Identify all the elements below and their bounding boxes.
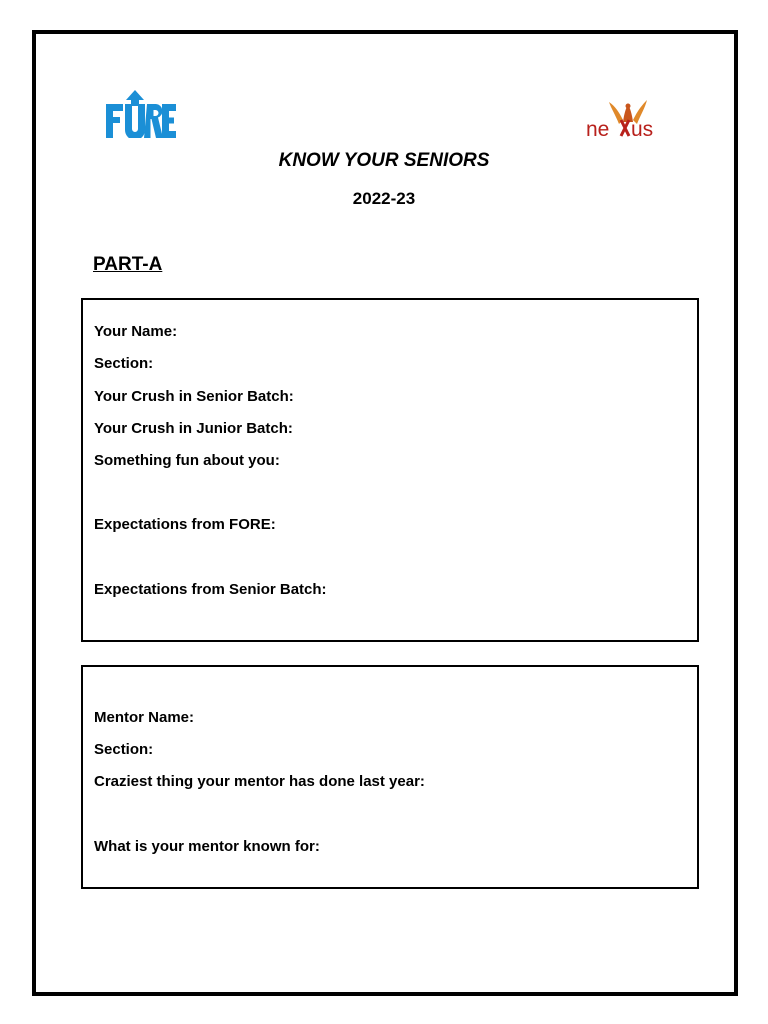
- svg-text:us: us: [631, 118, 654, 140]
- document-year: 2022-23: [352, 189, 416, 208]
- field-mentor-section: Section:: [94, 741, 154, 758]
- field-expectations-senior: Expectations from Senior Batch:: [94, 581, 327, 598]
- fore-logo: [106, 90, 176, 138]
- field-mentor-known-for: What is your mentor known for:: [94, 838, 320, 855]
- mentor-box: [81, 665, 699, 889]
- svg-text:ne: ne: [586, 118, 610, 140]
- field-expectations-fore: Expectations from FORE:: [94, 516, 276, 533]
- field-your-name: Your Name:: [94, 323, 178, 340]
- document-title: KNOW YOUR SENIORS: [278, 150, 490, 171]
- field-mentor-name: Mentor Name:: [94, 709, 195, 726]
- part-a-heading: PART-A: [93, 254, 163, 275]
- field-crush-senior: Your Crush in Senior Batch:: [94, 388, 294, 405]
- field-section: Section:: [94, 355, 154, 372]
- field-something-fun: Something fun about you:: [94, 452, 280, 469]
- part-a-box: [81, 298, 699, 642]
- field-crush-junior: Your Crush in Junior Batch:: [94, 420, 293, 437]
- field-craziest-thing: Craziest thing your mentor has done last year:: [94, 773, 425, 790]
- nexus-logo: [585, 98, 671, 140]
